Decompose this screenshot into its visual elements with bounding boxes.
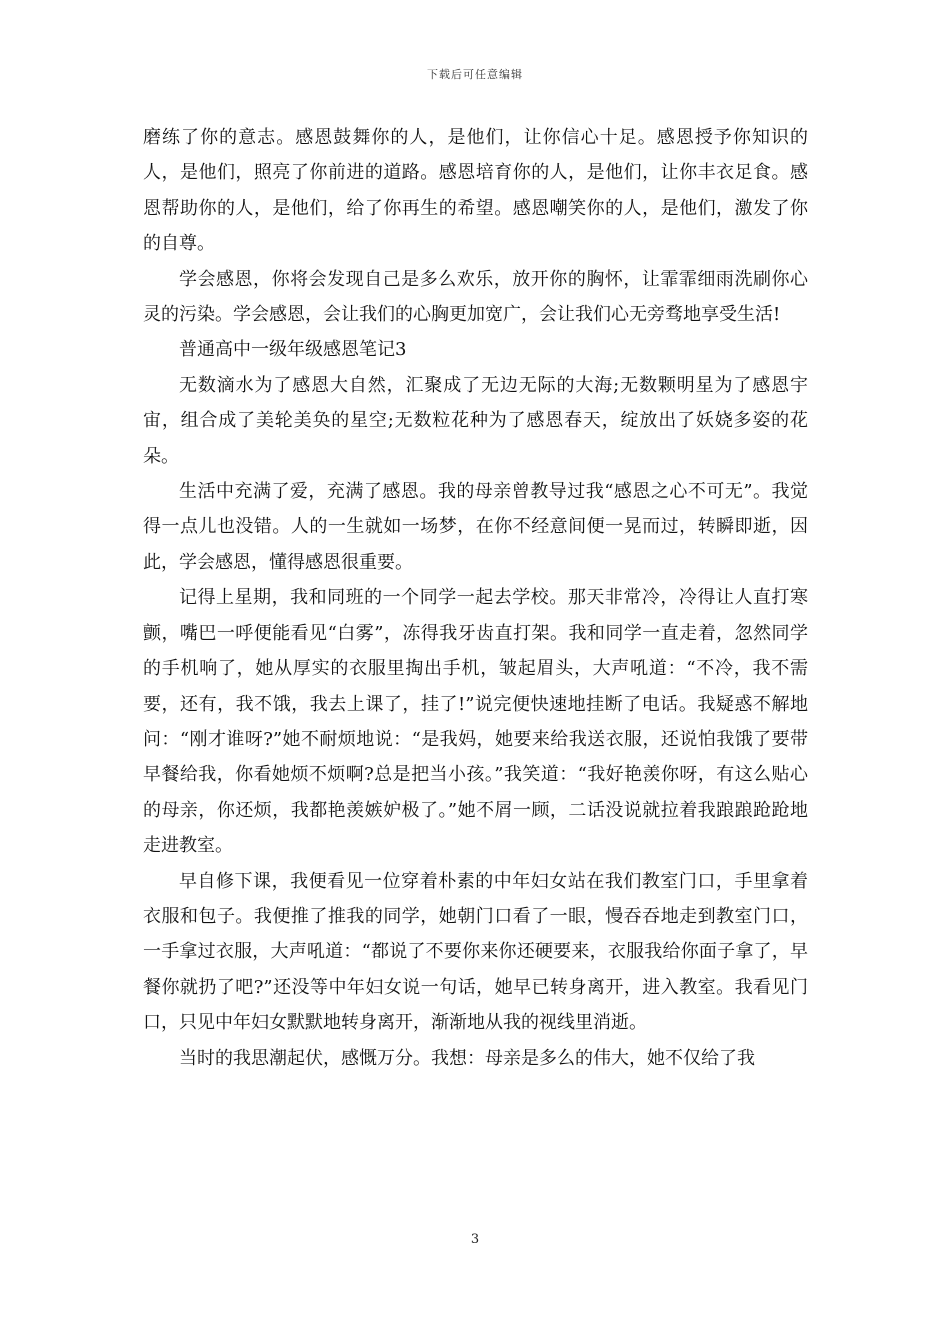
paragraph-continuation: 磨练了你的意志。感恩鼓舞你的人，是他们，让你信心十足。感恩授予你知识的人，是他们，照亮了你前进的道路。感恩培育你的人，是他们，让你丰衣足食。感恩帮助你的人，是他们，给了你再生的希望。感恩嘲笑你的人，是他们，激发了你的自尊。 bbox=[143, 127, 808, 255]
paragraph: 学会感恩，你将会发现自己是多么欢乐，放开你的胸怀，让霏霏细雨洗刷你心灵的污染。学会感恩，会让我们的心胸更加宽广，会让我们心无旁骛地享受生活! bbox=[143, 268, 808, 326]
page-number: 3 bbox=[470, 1232, 480, 1247]
page-header: 下载后可任意编辑 bbox=[427, 68, 523, 81]
paragraph: 生活中充满了爱，充满了感恩。我的母亲曾教导过我“感恩之心不可无”。我觉得一点儿也没错。人的一生就如一场梦，在你不经意间便一晃而过，转瞬即逝，因此，学会感恩，懂得感恩很重要。 bbox=[143, 481, 808, 573]
document-body bbox=[143, 120, 808, 1076]
paragraph: 当时的我思潮起伏，感慨万分。我想：母亲是多么的伟大，她不仅给了我 bbox=[179, 1047, 755, 1069]
section-heading: 普通高中一级年级感恩笔记3 bbox=[179, 339, 407, 361]
paragraph: 早自修下课，我便看见一位穿着朴素的中年妇女站在我们教室门口，手里拿着衣服和包子。我便推了推我的同学，她朝门口看了一眼，慢吞吞地走到教室门口，一手拿过衣服，大声吼道：“都说了不要你来你还硬要来，衣服我给你面子拿了，早餐你就扔了吧?”还没等中年妇女说一句话，她早已转身离开，进入教室。我看见门口，只见中年妇女默默地转身离开，渐渐地从我的视线里消逝。 bbox=[143, 870, 808, 1034]
paragraph: 记得上星期，我和同班的一个同学一起去学校。那天非常冷，冷得让人直打寒颤，嘴巴一呼便能看见“白雾”，冻得我牙齿直打架。我和同学一直走着，忽然同学的手机响了，她从厚实的衣服里掏出手机，皱起眉头，大声吼道：“不冷，我不需要，还有，我不饿，我去上课了，挂了!”说完便快速地挂断了电话。我疑惑不解地问：“刚才谁呀?”她不耐烦地说：“是我妈，她要来给我送衣服，还说怕我饿了要带早餐给我，你看她烦不烦啊?总是把当小孩。”我笑道：“我好艳羡你呀，有这么贴心的母亲，你还烦，我都艳羡嫉妒极了。”她不屑一顾，二话没说就拉着我踉踉跄跄地走进教室。 bbox=[143, 587, 808, 857]
paragraph: 无数滴水为了感恩大自然，汇聚成了无边无际的大海;无数颗明星为了感恩宇宙，组合成了美轮美奂的星空;无数粒花种为了感恩春天，绽放出了妖娆多姿的花朵。 bbox=[143, 374, 808, 467]
